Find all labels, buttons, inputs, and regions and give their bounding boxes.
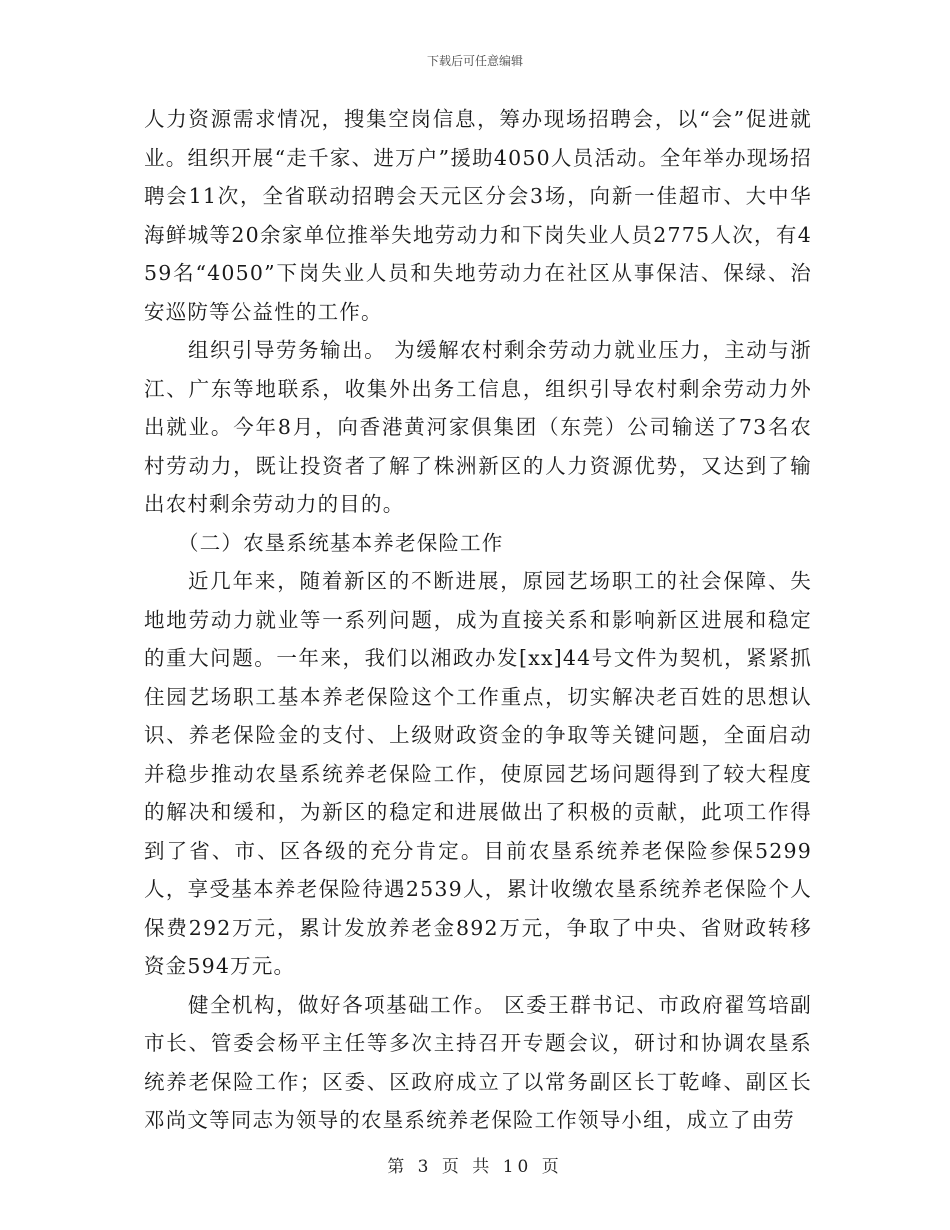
page-number-footer: 第 3 页 共 10 页 <box>387 1157 563 1177</box>
section-heading-pension: （二）农垦系统基本养老保险工作 <box>178 530 504 555</box>
paragraph-institution-building: 健全机构，做好各项基础工作。 区委王群书记、市政府翟笃培副市长、管委会杨平主任等多次主持召开专题会议，研讨和协调农垦系统养老保险工作；区委、区政府成立了以常务副区长丁乾峰、副区长邓尚文等同志为领导的农垦系统养老保险工作领导小组，成立了由劳 <box>144 992 812 1132</box>
paragraph-pension-work: 近几年来，随着新区的不断进展，原园艺场职工的社会保障、失地地劳动力就业等一系列问题，成为直接关系和影响新区进展和稳定的重大问题。一年来，我们以湘政办发[xx]44号文件为契机，紧紧抓住园艺场职工基本养老保险这个工作重点，切实解决老百姓的思想认识、养老保险金的支付、上级财政资金的争取等关键问题，全面启动并稳步推动农垦系统养老保险工作，使原园艺场问题得到了较大程度的解决和缓和，为新区的稳定和进展做出了积极的贡献，此项工作得到了省、市、区各级的充分肯定。目前农垦系统养老保险参保5299人，享受基本养老保险待遇2539人，累计收缴农垦系统养老保险个人保费292万元，累计发放养老金892万元，争取了中央、省财政转移资金594万元。 <box>144 569 812 978</box>
document-body <box>144 100 812 1140</box>
paragraph-employment-info: 人力资源需求情况，搜集空岗信息，筹办现场招聘会，以“会”促进就业。组织开展“走千家、进万户”援助4050人员活动。全年举办现场招聘会11次，全省联动招聘会天元区分会3场，向新一佳超市、大中华海鲜城等20余家单位推举失地劳动力和下岗失业人员2775人次，有459名“4050”下岗失业人员和失地劳动力在社区从事保洁、保绿、治安巡防等公益性的工作。 <box>144 107 812 324</box>
page-header-note: 下载后可任意编辑 <box>426 54 523 68</box>
paragraph-labor-export: 组织引导劳务输出。 为缓解农村剩余劳动力就业压力，主动与浙江、广东等地联系，收集外出务工信息，组织引导农村剩余劳动力外出就业。今年8月，向香港黄河家俱集团（东莞）公司输送了73名农村劳动力，既让投资者了解了株洲新区的人力资源优势，又达到了输出农村剩余劳动力的目的。 <box>144 338 812 516</box>
